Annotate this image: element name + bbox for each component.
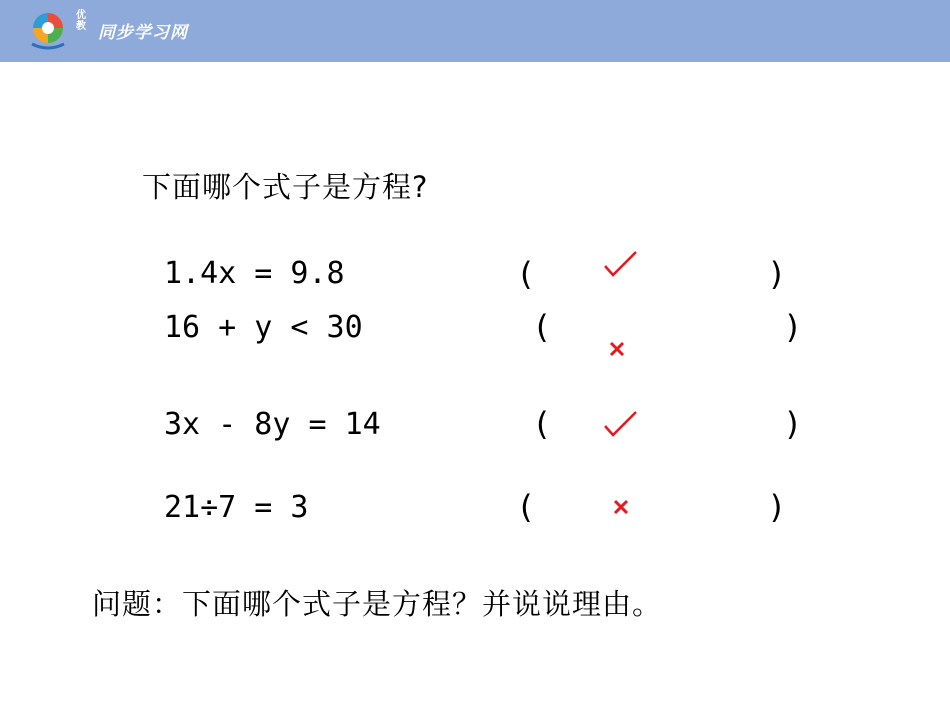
equation-2: 16 + y < 30 (164, 310, 363, 345)
header-bar (0, 0, 950, 62)
equation-4: 21÷7 = 3 (164, 490, 309, 525)
close-paren-1: ) (770, 255, 783, 293)
check-icon (602, 250, 638, 280)
open-paren-2: ( (536, 308, 549, 346)
cross-icon (613, 499, 629, 515)
logo-icon (26, 8, 70, 52)
brand-name: 同步学习网 (98, 23, 188, 43)
equation-3: 3x - 8y = 14 (164, 407, 381, 442)
equation-1: 1.4x = 9.8 (164, 256, 345, 291)
page-title: 下面哪个式子是方程? (142, 170, 429, 204)
close-paren-3: ) (786, 405, 799, 443)
brand-small-text: 优教 (76, 10, 86, 32)
close-paren-4: ) (770, 488, 783, 526)
open-paren-3: ( (536, 405, 549, 443)
check-icon (602, 410, 638, 440)
open-paren-1: ( (520, 255, 533, 293)
close-paren-2: ) (786, 308, 799, 346)
cross-icon (609, 341, 625, 357)
open-paren-4: ( (520, 488, 533, 526)
question-text: 问题：下面哪个式子是方程？并说说理由。 (92, 587, 663, 621)
